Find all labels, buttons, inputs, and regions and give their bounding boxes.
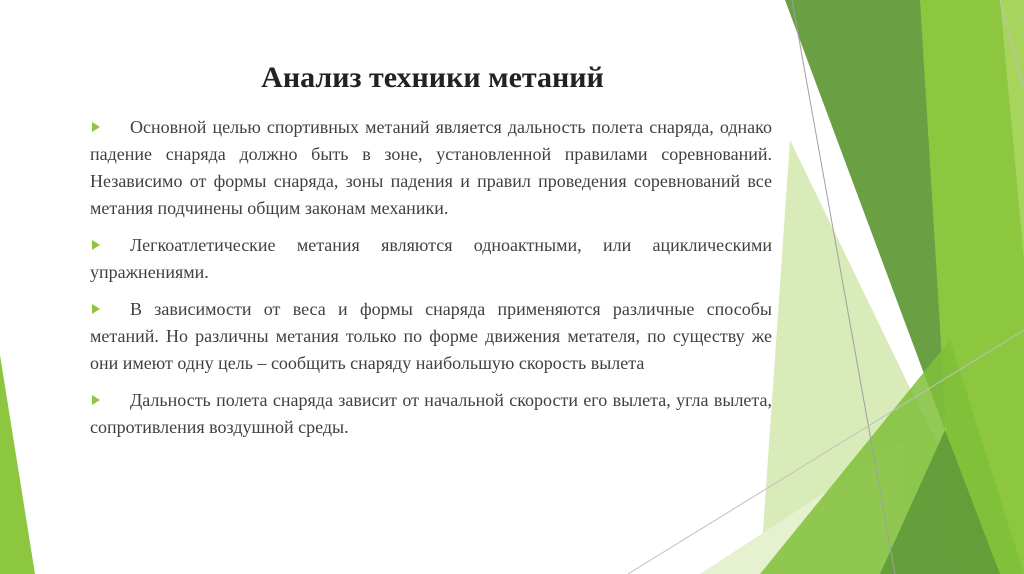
bullet-text: Основной целью спортивных метаний является дальность полета снаряда, однако падение снаряда должно быть в зоне, установленной правилами соревнований. Независимо от формы снаряда, зоны падения и правил проведения соревнований все метания подчинены общим законам механики.	[90, 117, 772, 218]
triangle-bullet-icon	[92, 122, 100, 132]
bullet-text: В зависимости от веса и формы снаряда применяются различные способы метаний. Но различны метания только по форме движения метателя, по существу же они имеют одну цель – сообщить снаряду наибольшую скорость вылета	[90, 299, 772, 373]
list-item	[90, 114, 772, 222]
list-item	[90, 387, 772, 441]
triangle-bullet-icon	[92, 395, 100, 405]
bullet-list	[90, 114, 772, 451]
left-edge-shape	[0, 355, 35, 574]
triangle-bullet-icon	[92, 240, 100, 250]
bullet-text: Легкоатлетические метания являются одноактными, или ациклическими упражнениями.	[90, 235, 772, 282]
slide-title: Анализ техники метаний	[261, 61, 604, 94]
triangle-bullet-icon	[92, 304, 100, 314]
bullet-text: Дальность полета снаряда зависит от начальной скорости его вылета, угла вылета, сопротивления воздушной среды.	[90, 390, 772, 437]
list-item	[90, 296, 772, 377]
list-item	[90, 232, 772, 286]
